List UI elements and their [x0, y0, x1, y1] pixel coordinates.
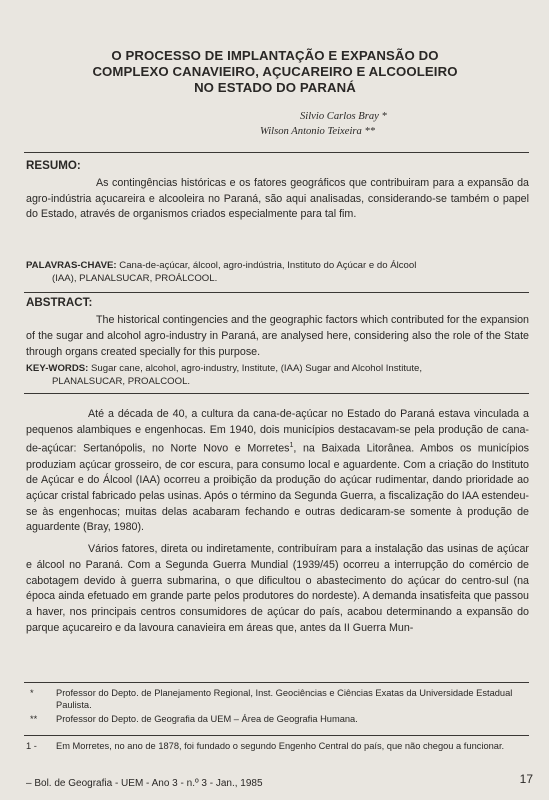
body-paragraph-2: Vários fatores, direta ou indiretamente, contribuíram para a instalação das usinas de açúcar e álcool no Paraná. Com a Segunda Guerra Mundial (1939/45) ocorreu a interrupção do comércio de cabotagem devido à guerra submarina, o que dificultou o abastecimento do açúcar do centro-sul (na época ainda efetuado em grande parte pelos produtores do nordeste). A demanda insatisfeita que passou a haver, nos principais centros consumidores de açúcar do país, acabou determinando a expansão do parque açucareiro e da lavoura canavieira em áreas que, antes da II Guerra Mun-: [26, 543, 529, 634]
title-line-2: COMPLEXO CANAVIEIRO, AÇUCAREIRO E ALCOOLEIRO: [92, 64, 458, 79]
resumo-heading: RESUMO:: [26, 159, 81, 172]
footnote-1-mark: *: [30, 688, 34, 698]
footnotes: [26, 687, 531, 725]
footnote-3: 1 - Em Morretes, no ano de 1878, foi fundado o segundo Engenho Central do país, que não chegou a funcionar.: [26, 741, 505, 751]
palavras-chave: [26, 259, 531, 285]
author-1: Silvio Carlos Bray *: [300, 111, 387, 122]
author-2: Wilson Antonio Teixeira **: [260, 126, 376, 137]
abstract-text: The historical contingencies and the geographic factors which contributed for the expansion of the sugar and alcohol agro-industry in Paraná, are analysed here, considering also the role of the State through organs created specially for this purpose.: [26, 314, 529, 358]
footnote-2-mark: **: [30, 713, 38, 724]
body-paragraph-1: Até a década de 40, a cultura da cana-de-açúcar no Estado do Paraná estava vinculada a pequenos alambiques e engenhocas. Em 1940, dois municípios destacavam-se pela produção de cana-de-açúcar: Sertanópolis, no Norte Novo e Morretes$^1$, na Baixada Litorânea. Ambos os municípios produziam açúcar grosseiro, de cor escura, para consumo local e aguardente. Com a criação do Instituto de Açúcar e do Álcool (IAA) ocorreu a proibição da produção do açúcar rudimentar, dando prioridade ao açúcar cristal fabricado pelas usinas. Após o término da Segunda Guerra, a fiscalização do IAA estendeu-se às engenhocas; muitas delas acabaram fechando e outras dedicaram-se somente à produção de aguardente (Bray, 1980).: [26, 408, 529, 534]
key-words-line-2: PLANALSUCAR, PROALCOOL.: [52, 376, 191, 387]
palavras-chave-line-1: Cana-de-açúcar, álcool, agro-indústria, Instituto do Açúcar e do Álcool: [119, 260, 417, 271]
key-words: [26, 362, 531, 388]
journal-citation: – Bol. de Geografia - UEM - Ano 3 - n.º 3 - Jan., 1985: [26, 778, 263, 789]
footnote-3-mark: 1 -: [26, 741, 37, 751]
paper-title: [40, 48, 510, 96]
palavras-chave-line-2: (IAA), PLANALSUCAR, PROÁLCOOL.: [52, 273, 218, 284]
page-number: 17: [519, 772, 533, 786]
footnote-separator: [24, 735, 529, 736]
key-words-line-1: Sugar cane, alcohol, agro-industry, Institute, (IAA) Sugar and Alcohol Institute,: [91, 363, 423, 374]
footnote-1: * Professor do Depto. de Planejamento Regional, Inst. Geociências e Ciências Exatas da Universidade Estadual Paulista.: [30, 688, 513, 711]
abstract-heading: ABSTRACT:: [26, 296, 93, 309]
body-text: [26, 407, 529, 636]
abstract-bottom-rule: [24, 393, 529, 394]
palavras-chave-label: PALAVRAS-CHAVE:: [26, 260, 117, 271]
resumo-top-rule: [24, 152, 529, 153]
title-line-1: O PROCESSO DE IMPLANTAÇÃO E EXPANSÃO DO: [111, 48, 439, 63]
resumo-text: As contingências históricas e os fatores geográficos que contribuiram para a expansão da agro-indústria açucareira e alcooleira no Paraná, são aqui analisadas, considerando-se também o papel do Estado, através de organismos criados especialmente para tal fim.: [26, 177, 529, 221]
title-line-3: NO ESTADO DO PARANÁ: [194, 80, 356, 95]
key-words-label: KEY-WORDS:: [26, 363, 89, 374]
footnote-ref-1: 1: [289, 442, 294, 450]
abstract-top-rule: [24, 292, 529, 293]
footnote-2: ** Professor do Depto. de Geografia da UEM – Área de Geografia Humana.: [30, 713, 358, 724]
footnotes-rule: [24, 682, 529, 683]
